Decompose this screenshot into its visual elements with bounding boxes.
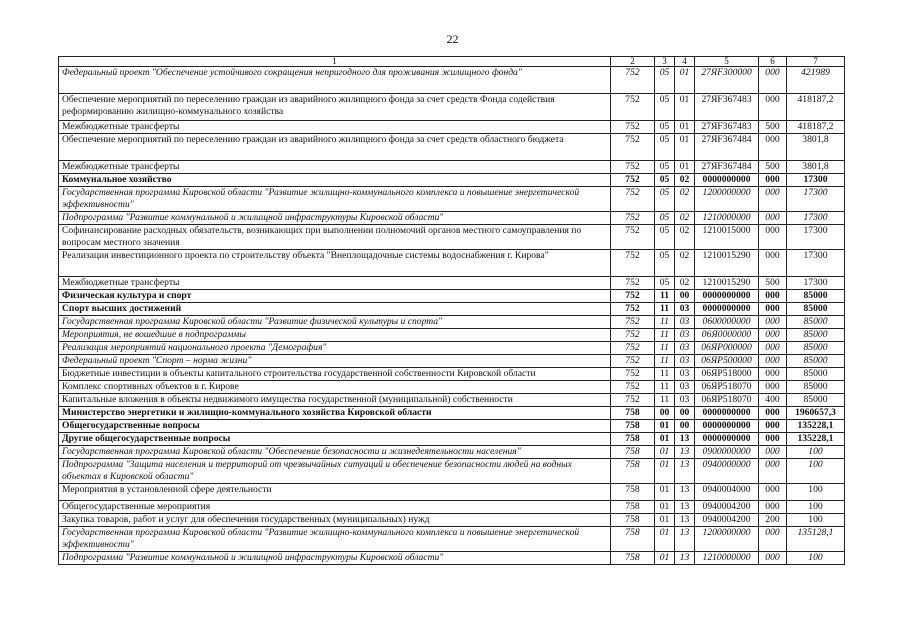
ministry-code-cell: 758 — [611, 433, 655, 446]
section-code-cell: 11 — [655, 394, 675, 407]
subsection-code-cell: 13 — [675, 552, 695, 565]
row-name-cell: Межбюджетные трансферты — [59, 161, 611, 174]
section-code-cell: 01 — [655, 446, 675, 459]
row-name-cell: Реализация мероприятий национального проекта "Демография" — [59, 342, 611, 355]
section-code-cell: 11 — [655, 381, 675, 394]
table-row — [59, 420, 845, 433]
table-row — [59, 121, 845, 134]
ministry-code-cell: 752 — [611, 316, 655, 329]
expense-type-cell: 000 — [759, 342, 787, 355]
expense-type-cell: 000 — [759, 134, 787, 161]
target-article-cell: 1210000000 — [695, 212, 759, 225]
expense-type-cell: 000 — [759, 303, 787, 316]
target-article-cell: 0940004000 — [695, 484, 759, 501]
row-name-cell: Реализация инвестиционного проекта по строительству объекта "Внеплощадочные системы водоснабжения г. Кирова" — [59, 250, 611, 277]
subsection-code-cell: 03 — [675, 381, 695, 394]
amount-cell: 1960657,3 — [787, 407, 845, 420]
amount-cell: 100 — [787, 459, 845, 484]
amount-cell: 17300 — [787, 174, 845, 187]
ministry-code-cell: 752 — [611, 161, 655, 174]
row-name-cell: Министерство энергетики и жилищно-коммунального хозяйства Кировской области — [59, 407, 611, 420]
row-name-cell: Подпрограмма "Развитие коммунальной и жилищной инфраструктуры Кировской области" — [59, 212, 611, 225]
ministry-code-cell: 758 — [611, 446, 655, 459]
expense-type-cell: 200 — [759, 514, 787, 527]
subsection-code-cell: 13 — [675, 484, 695, 501]
section-code-cell: 01 — [655, 514, 675, 527]
ministry-code-cell: 752 — [611, 303, 655, 316]
ministry-code-cell: 758 — [611, 527, 655, 552]
target-article-cell: 1210000000 — [695, 552, 759, 565]
target-article-cell: 0000000000 — [695, 290, 759, 303]
ministry-code-cell: 752 — [611, 250, 655, 277]
subsection-code-cell: 01 — [675, 94, 695, 121]
row-name-cell: Подпрограмма "Защита населения и территорий от чрезвычайных ситуаций и обеспечение безопасности людей на водных объектах в Кировской области" — [59, 459, 611, 484]
section-code-cell: 11 — [655, 342, 675, 355]
table-row — [59, 342, 845, 355]
ministry-code-cell: 752 — [611, 174, 655, 187]
table-row — [59, 134, 845, 161]
target-article-cell: 27ЯF367483 — [695, 121, 759, 134]
target-article-cell: 0940000000 — [695, 459, 759, 484]
section-code-cell: 05 — [655, 121, 675, 134]
ministry-code-cell: 752 — [611, 355, 655, 368]
expense-type-cell: 500 — [759, 277, 787, 290]
ministry-code-cell: 752 — [611, 381, 655, 394]
expense-type-cell: 000 — [759, 484, 787, 501]
amount-cell: 17300 — [787, 277, 845, 290]
ministry-code-cell: 758 — [611, 552, 655, 565]
table-row — [59, 433, 845, 446]
target-article-cell: 0940004200 — [695, 501, 759, 514]
subsection-code-cell: 03 — [675, 355, 695, 368]
target-article-cell: 1200000000 — [695, 187, 759, 212]
subsection-code-cell: 00 — [675, 407, 695, 420]
row-name-cell: Комплекс спортивных объектов в г. Кирове — [59, 381, 611, 394]
subsection-code-cell: 01 — [675, 121, 695, 134]
ministry-code-cell: 752 — [611, 277, 655, 290]
subsection-code-cell: 13 — [675, 514, 695, 527]
amount-cell: 17300 — [787, 250, 845, 277]
amount-cell: 85000 — [787, 303, 845, 316]
expense-type-cell: 000 — [759, 446, 787, 459]
expense-type-cell: 000 — [759, 501, 787, 514]
expense-type-cell: 000 — [759, 355, 787, 368]
target-article-cell: 0900000000 — [695, 446, 759, 459]
subsection-code-cell: 02 — [675, 212, 695, 225]
table-row — [59, 514, 845, 527]
subsection-code-cell: 13 — [675, 527, 695, 552]
table-row — [59, 407, 845, 420]
target-article-cell: 27ЯF367484 — [695, 161, 759, 174]
section-code-cell: 01 — [655, 420, 675, 433]
amount-cell: 100 — [787, 501, 845, 514]
ministry-code-cell: 752 — [611, 212, 655, 225]
table-body — [59, 67, 845, 565]
amount-cell: 85000 — [787, 329, 845, 342]
row-name-cell: Подпрограмма "Развитие коммунальной и жилищной инфраструктуры Кировской области" — [59, 552, 611, 565]
row-name-cell: Коммунальное хозяйство — [59, 174, 611, 187]
subsection-code-cell: 01 — [675, 134, 695, 161]
row-name-cell: Государственная программа Кировской области "Развитие жилищно-коммунального комплекса и повышение энергетической эффективности" — [59, 187, 611, 212]
amount-cell: 85000 — [787, 381, 845, 394]
table-row — [59, 67, 845, 94]
subsection-code-cell: 00 — [675, 420, 695, 433]
amount-cell: 85000 — [787, 290, 845, 303]
target-article-cell: 0000000000 — [695, 407, 759, 420]
section-code-cell: 11 — [655, 303, 675, 316]
section-code-cell: 11 — [655, 355, 675, 368]
amount-cell: 17300 — [787, 187, 845, 212]
subsection-code-cell: 03 — [675, 342, 695, 355]
table-row — [59, 225, 845, 250]
amount-cell: 135128,1 — [787, 527, 845, 552]
ministry-code-cell: 758 — [611, 514, 655, 527]
row-name-cell: Обеспечение мероприятий по переселению граждан из аварийного жилищного фонда за счет средств Фонда содействия реформированию жилищно-коммунального хозяйства — [59, 94, 611, 121]
section-code-cell: 01 — [655, 527, 675, 552]
table-row — [59, 394, 845, 407]
ministry-code-cell: 752 — [611, 394, 655, 407]
target-article-cell: 1210015000 — [695, 225, 759, 250]
table-row — [59, 459, 845, 484]
ministry-code-cell: 752 — [611, 290, 655, 303]
amount-cell: 418187,2 — [787, 94, 845, 121]
section-code-cell: 05 — [655, 174, 675, 187]
amount-cell: 3801,8 — [787, 161, 845, 174]
amount-cell: 85000 — [787, 316, 845, 329]
section-code-cell: 11 — [655, 368, 675, 381]
expense-type-cell: 000 — [759, 433, 787, 446]
expense-type-cell: 000 — [759, 368, 787, 381]
expense-type-cell: 000 — [759, 187, 787, 212]
section-code-cell: 05 — [655, 161, 675, 174]
subsection-code-cell: 03 — [675, 394, 695, 407]
section-code-cell: 00 — [655, 407, 675, 420]
expense-type-cell: 000 — [759, 527, 787, 552]
subsection-code-cell: 03 — [675, 316, 695, 329]
amount-cell: 17300 — [787, 225, 845, 250]
section-code-cell: 01 — [655, 484, 675, 501]
expense-type-cell: 000 — [759, 407, 787, 420]
ministry-code-cell: 752 — [611, 134, 655, 161]
target-article-cell: 06ЯP000000 — [695, 342, 759, 355]
row-name-cell: Государственная программа Кировской области "Развитие жилищно-коммунального комплекса и повышение энергетической эффективности" — [59, 527, 611, 552]
target-article-cell: 27ЯF367483 — [695, 94, 759, 121]
table-row — [59, 368, 845, 381]
amount-cell: 418187,2 — [787, 121, 845, 134]
row-name-cell: Общегосударственные мероприятия — [59, 501, 611, 514]
ministry-code-cell: 752 — [611, 121, 655, 134]
table-row — [59, 316, 845, 329]
expense-type-cell: 500 — [759, 161, 787, 174]
header-col-5: 5 — [695, 57, 759, 67]
ministry-code-cell: 758 — [611, 459, 655, 484]
section-code-cell: 05 — [655, 277, 675, 290]
subsection-code-cell: 00 — [675, 290, 695, 303]
header-col-4: 4 — [675, 57, 695, 67]
section-code-cell: 01 — [655, 433, 675, 446]
table-row — [59, 446, 845, 459]
expense-type-cell: 000 — [759, 290, 787, 303]
ministry-code-cell: 758 — [611, 420, 655, 433]
table-row — [59, 250, 845, 277]
table-row — [59, 212, 845, 225]
table-row — [59, 290, 845, 303]
section-code-cell: 05 — [655, 94, 675, 121]
row-name-cell: Капитальные вложения в объекты недвижимого имущества государственной (муниципальной) собственности — [59, 394, 611, 407]
table-row — [59, 277, 845, 290]
section-code-cell: 11 — [655, 316, 675, 329]
target-article-cell: 0000000000 — [695, 174, 759, 187]
row-name-cell: Закупка товаров, работ и услуг для обеспечения государственных (муниципальных) нужд — [59, 514, 611, 527]
expense-type-cell: 000 — [759, 174, 787, 187]
amount-cell: 100 — [787, 514, 845, 527]
subsection-code-cell: 03 — [675, 329, 695, 342]
row-name-cell: Спорт высших достижений — [59, 303, 611, 316]
ministry-code-cell: 752 — [611, 225, 655, 250]
header-col-2: 2 — [611, 57, 655, 67]
expense-type-cell: 000 — [759, 329, 787, 342]
ministry-code-cell: 752 — [611, 342, 655, 355]
expense-type-cell: 000 — [759, 94, 787, 121]
table-row — [59, 187, 845, 212]
row-name-cell: Софинансирование расходных обязательств, возникающих при выполнении полномочий органов местного самоуправления по вопросам местного значения — [59, 225, 611, 250]
subsection-code-cell: 02 — [675, 250, 695, 277]
ministry-code-cell: 752 — [611, 67, 655, 94]
subsection-code-cell: 02 — [675, 174, 695, 187]
header-row — [59, 57, 845, 67]
amount-cell: 85000 — [787, 394, 845, 407]
target-article-cell: 06ЯP518000 — [695, 368, 759, 381]
target-article-cell: 1210015290 — [695, 250, 759, 277]
amount-cell: 3801,8 — [787, 134, 845, 161]
subsection-code-cell: 03 — [675, 303, 695, 316]
subsection-code-cell: 13 — [675, 433, 695, 446]
amount-cell: 135228,1 — [787, 433, 845, 446]
budget-table — [58, 56, 845, 565]
table-row — [59, 94, 845, 121]
section-code-cell: 05 — [655, 67, 675, 94]
section-code-cell: 11 — [655, 290, 675, 303]
table-row — [59, 552, 845, 565]
target-article-cell: 06ЯP500000 — [695, 355, 759, 368]
expense-type-cell: 000 — [759, 381, 787, 394]
header-col-3: 3 — [655, 57, 675, 67]
target-article-cell: 27ЯF367484 — [695, 134, 759, 161]
target-article-cell: 1200000000 — [695, 527, 759, 552]
amount-cell: 100 — [787, 446, 845, 459]
table-row — [59, 161, 845, 174]
expense-type-cell: 000 — [759, 212, 787, 225]
table-row — [59, 527, 845, 552]
subsection-code-cell: 01 — [675, 161, 695, 174]
amount-cell: 421989 — [787, 67, 845, 94]
section-code-cell: 01 — [655, 459, 675, 484]
expense-type-cell: 000 — [759, 225, 787, 250]
amount-cell: 85000 — [787, 342, 845, 355]
target-article-cell: 0000000000 — [695, 420, 759, 433]
target-article-cell: 0000000000 — [695, 303, 759, 316]
target-article-cell: 27ЯF300000 — [695, 67, 759, 94]
expense-type-cell: 500 — [759, 121, 787, 134]
ministry-code-cell: 752 — [611, 368, 655, 381]
row-name-cell: Мероприятия, не вошедшие в подпрограммы — [59, 329, 611, 342]
section-code-cell: 05 — [655, 212, 675, 225]
header-col-6: 6 — [759, 57, 787, 67]
row-name-cell: Федеральный проект "Спорт – норма жизни" — [59, 355, 611, 368]
subsection-code-cell: 13 — [675, 501, 695, 514]
expense-type-cell: 400 — [759, 394, 787, 407]
row-name-cell: Физическая культура и спорт — [59, 290, 611, 303]
target-article-cell: 06Я0000000 — [695, 329, 759, 342]
header-col-1: 1 — [59, 57, 611, 67]
header-col-7: 7 — [787, 57, 845, 67]
target-article-cell: 0940004200 — [695, 514, 759, 527]
row-name-cell: Другие общегосударственные вопросы — [59, 433, 611, 446]
ministry-code-cell: 758 — [611, 501, 655, 514]
table-row — [59, 501, 845, 514]
ministry-code-cell: 752 — [611, 187, 655, 212]
expense-type-cell: 000 — [759, 459, 787, 484]
row-name-cell: Межбюджетные трансферты — [59, 121, 611, 134]
subsection-code-cell: 02 — [675, 225, 695, 250]
amount-cell: 85000 — [787, 355, 845, 368]
row-name-cell: Бюджетные инвестиции в объекты капитального строительства государственной собственности Кировской области — [59, 368, 611, 381]
target-article-cell: 1210015290 — [695, 277, 759, 290]
table-row — [59, 303, 845, 316]
amount-cell: 135228,1 — [787, 420, 845, 433]
row-name-cell: Федеральный проект "Обеспечение устойчивого сокращения непригодного для проживания жилищного фонда" — [59, 67, 611, 94]
section-code-cell: 05 — [655, 250, 675, 277]
row-name-cell: Обеспечение мероприятий по переселению граждан из аварийного жилищного фонда за счет средств областного бюджета — [59, 134, 611, 161]
expense-type-cell: 000 — [759, 250, 787, 277]
amount-cell: 85000 — [787, 368, 845, 381]
row-name-cell: Общегосударственные вопросы — [59, 420, 611, 433]
target-article-cell: 06ЯP518070 — [695, 381, 759, 394]
subsection-code-cell: 03 — [675, 368, 695, 381]
expense-type-cell: 000 — [759, 316, 787, 329]
subsection-code-cell: 13 — [675, 446, 695, 459]
table-row — [59, 329, 845, 342]
subsection-code-cell: 02 — [675, 187, 695, 212]
ministry-code-cell: 758 — [611, 407, 655, 420]
row-name-cell: Государственная программа Кировской области "Развитие физической культуры и спорта" — [59, 316, 611, 329]
table-row — [59, 355, 845, 368]
table-row — [59, 174, 845, 187]
amount-cell: 100 — [787, 552, 845, 565]
section-code-cell: 05 — [655, 225, 675, 250]
section-code-cell: 01 — [655, 501, 675, 514]
subsection-code-cell: 02 — [675, 277, 695, 290]
section-code-cell: 05 — [655, 134, 675, 161]
row-name-cell: Межбюджетные трансферты — [59, 277, 611, 290]
expense-type-cell: 000 — [759, 67, 787, 94]
amount-cell: 17300 — [787, 212, 845, 225]
expense-type-cell: 000 — [759, 420, 787, 433]
target-article-cell: 0600000000 — [695, 316, 759, 329]
target-article-cell: 06ЯP518070 — [695, 394, 759, 407]
section-code-cell: 11 — [655, 329, 675, 342]
ministry-code-cell: 752 — [611, 94, 655, 121]
expense-type-cell: 000 — [759, 552, 787, 565]
table-row — [59, 484, 845, 501]
subsection-code-cell: 13 — [675, 459, 695, 484]
subsection-code-cell: 01 — [675, 67, 695, 94]
row-name-cell: Государственная программа Кировской области "Обеспечение безопасности и жизнедеятельности населения" — [59, 446, 611, 459]
section-code-cell: 05 — [655, 187, 675, 212]
section-code-cell: 01 — [655, 552, 675, 565]
page-number: 22 — [446, 32, 459, 46]
ministry-code-cell: 758 — [611, 484, 655, 501]
target-article-cell: 0000000000 — [695, 433, 759, 446]
row-name-cell: Мероприятия в установленной сфере деятельности — [59, 484, 611, 501]
ministry-code-cell: 752 — [611, 329, 655, 342]
table-row — [59, 381, 845, 394]
amount-cell: 100 — [787, 484, 845, 501]
